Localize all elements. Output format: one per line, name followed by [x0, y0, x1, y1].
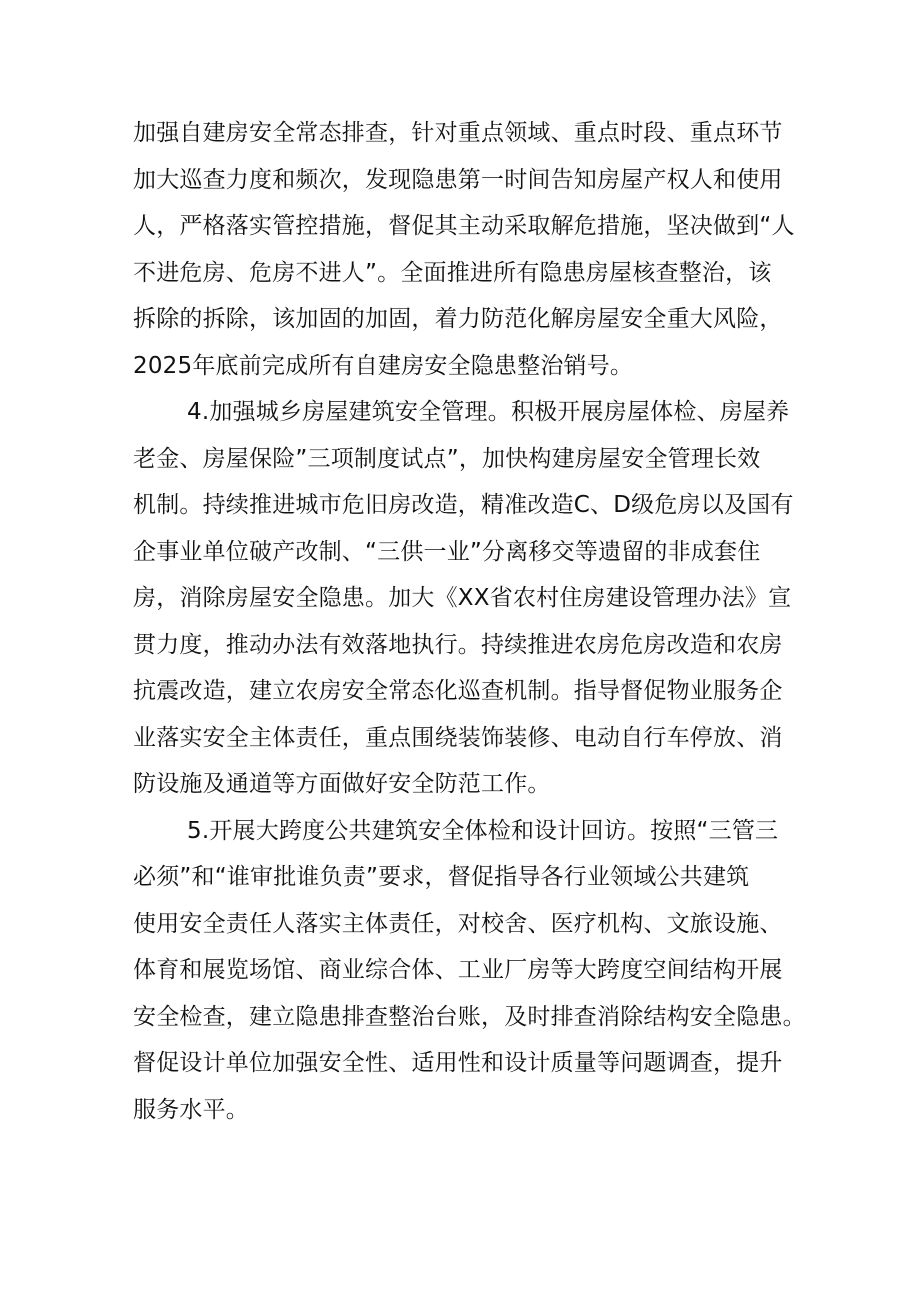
- text-line: 服务水平。: [133, 1096, 249, 1123]
- text-line: 房，消除房屋安全隐患。加大《XX省农村住房建设管理办法》宣: [133, 585, 792, 611]
- paragraph-item-5: [133, 808, 806, 1134]
- text-line: 贯力度，推动办法有效落地执行。持续推进农房危房改造和农房: [133, 631, 783, 658]
- text-line: 业落实安全主体责任，重点围绕装饰装修、电动自行车停放、消: [133, 724, 783, 751]
- text-line: 2025年底前完成所有自建房安全隐患整治销号。: [133, 352, 634, 379]
- text-line: 5.开展大跨度公共建筑安全体检和设计回访。按照“三管三: [187, 817, 779, 844]
- text-line: 加强自建房安全常态排查，针对重点领域、重点时段、重点环节: [133, 120, 783, 146]
- text-line: 拆除的拆除，该加固的加固，着力防范化解房屋安全重大风险，: [133, 306, 783, 332]
- text-line: 老金、房屋保险”三项制度试点”，加快构建房屋安全管理长效: [133, 445, 761, 472]
- text-line: 体育和展览场馆、商业综合体、工业厂房等大跨度空间结构开展: [133, 957, 783, 983]
- text-line: 督促设计单位加强安全性、适用性和设计质量等问题调查，提升: [133, 1050, 783, 1076]
- text-line: 防设施及通道等方面做好安全防范工作。: [133, 771, 551, 797]
- text-line: 企事业单位破产改制、“三供一业”分离移交等遗留的非成套住: [133, 538, 761, 565]
- text-line: 加大巡查力度和频次，发现隐患第一时间告知房屋产权人和使用: [133, 166, 783, 193]
- document-body: [133, 110, 806, 1133]
- text-line: 不进危房、危房不进人”。全面推进所有隐患房屋核查整治，该: [133, 259, 772, 286]
- paragraph-self-built-housing: [133, 110, 793, 389]
- text-line: 使用安全责任人落实主体责任，对校舍、医疗机构、文旅设施、: [133, 910, 783, 937]
- text-line: 人，严格落实管控措施，督促其主动采取解危措施，坚决做到“人: [133, 213, 795, 239]
- paragraph-item-4: [133, 389, 793, 808]
- text-line: 安全检查，建立隐患排查整治台账，及时排查消除结构安全隐患。: [133, 1003, 806, 1030]
- text-line: 抗震改造，建立农房安全常态化巡查机制。指导督促物业服务企: [133, 678, 783, 704]
- text-line: 机制。持续推进城市危旧房改造，精准改造C、D级危房以及国有: [133, 492, 794, 518]
- text-line: 4.加强城乡房屋建筑安全管理。积极开展房屋体检、房屋养: [187, 399, 790, 425]
- text-line: 必须”和“谁审批谁负责”要求，督促指导各行业领域公共建筑: [133, 864, 750, 890]
